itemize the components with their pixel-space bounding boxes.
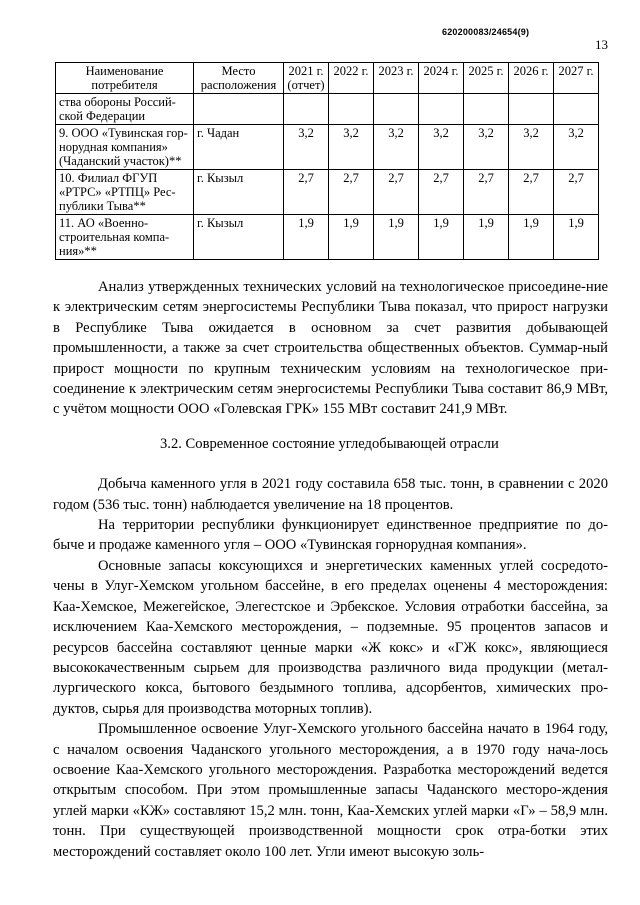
header-name: Наименование потребителя xyxy=(56,63,194,94)
table-row xyxy=(56,125,599,170)
value-cell: 1,9 xyxy=(554,215,599,260)
table-row xyxy=(56,94,599,125)
value-cell: 2,7 xyxy=(464,170,509,215)
table-row xyxy=(56,215,599,260)
consumers-table xyxy=(55,62,599,260)
header-year: 2027 г. xyxy=(554,63,599,94)
document-id: 620200083/24654(9) xyxy=(442,27,530,37)
table-row xyxy=(56,170,599,215)
header-year: 2022 г. xyxy=(329,63,374,94)
value-cell: 3,2 xyxy=(284,125,329,170)
paragraph: Анализ утвержденных технических условий на технологическое присоедине-ние к электрическим сетям энергосистемы Республики Тыва показал, что прирост нагрузки в Республике Тыва ожидается в основном за счет развития добывающей промышленности, а также за счет строительства общественных объектов. Суммар-ный прирост мощности по крупным техническим условиям на технологическое при-соединение к электрическим сетям энергосистемы Республики Тыва составит 86,9 МВт, с учётом мощности ООО «Голевская ГРК» 155 МВт составит 241,9 МВт. xyxy=(53,279,608,418)
consumer-name-cell: 11. АО «Военно-строительная компа-ния»** xyxy=(56,215,194,260)
value-cell: 2,7 xyxy=(374,170,419,215)
header-year: 2026 г. xyxy=(509,63,554,94)
value-cell xyxy=(509,94,554,125)
value-cell: 1,9 xyxy=(284,215,329,260)
location-cell xyxy=(194,94,284,125)
value-cell: 1,9 xyxy=(419,215,464,260)
body-text xyxy=(53,277,608,862)
header-location: Место расположения xyxy=(194,63,284,94)
value-cell: 3,2 xyxy=(464,125,509,170)
consumer-name-cell: 9. ООО «Тувинская гор-норудная компания» (Чаданский участок)** xyxy=(56,125,194,170)
location-cell: г. Кызыл xyxy=(194,215,284,260)
paragraph: Добыча каменного угля в 2021 году составила 658 тыс. тонн, в сравнении с 2020 годом (536 тыс. тонн) наблюдается увеличение на 18 процентов. xyxy=(53,476,608,513)
page-number: 13 xyxy=(595,37,608,52)
header-year: 2021 г. (отчет) xyxy=(284,63,329,94)
value-cell xyxy=(464,94,509,125)
value-cell: 1,9 xyxy=(509,215,554,260)
value-cell: 1,9 xyxy=(464,215,509,260)
value-cell: 3,2 xyxy=(419,125,464,170)
value-cell: 2,7 xyxy=(419,170,464,215)
value-cell: 2,7 xyxy=(509,170,554,215)
value-cell: 2,7 xyxy=(329,170,374,215)
header-year: 2023 г. xyxy=(374,63,419,94)
value-cell xyxy=(329,94,374,125)
consumer-name-cell: ства обороны Россий-ской Федерации xyxy=(56,94,194,125)
paragraph: Основные запасы коксующихся и энергетических каменных углей сосредото-чены в Улуг-Хемском угольном бассейне, в его пределах оценены 4 месторождения: Каа-Хемское, Межегейское, Элегестское и Эрбекское. Условия отработки бассейна, за исключением Каа-Хемского месторождения, – подземные. 95 процентов запасов и ресурсов бассейна составляют ценные марки «Ж кокс» и «ГЖ кокс», являющиеся высококачественным сырьем для производства различного вида продукции (метал-лургического кокса, бытового бездымного топлива, адсорбентов, химических про-дуктов, сырья для производства моторных топлив). xyxy=(53,557,608,717)
value-cell xyxy=(284,94,329,125)
value-cell: 3,2 xyxy=(329,125,374,170)
value-cell: 2,7 xyxy=(554,170,599,215)
consumer-name-cell: 10. Филиал ФГУП «РТРС» «РТПЦ» Рес-публики Тыва** xyxy=(56,170,194,215)
value-cell: 1,9 xyxy=(374,215,419,260)
header-year: 2024 г. xyxy=(419,63,464,94)
value-cell xyxy=(419,94,464,125)
paragraph: На территории республики функционирует единственное предприятие по до-быче и продаже каменного угля – ООО «Тувинская горнорудная компания». xyxy=(53,517,608,554)
header-year: 2025 г. xyxy=(464,63,509,94)
value-cell: 2,7 xyxy=(284,170,329,215)
location-cell: г. Чадан xyxy=(194,125,284,170)
value-cell: 3,2 xyxy=(554,125,599,170)
value-cell: 3,2 xyxy=(374,125,419,170)
table-header-row xyxy=(56,63,599,94)
value-cell: 3,2 xyxy=(509,125,554,170)
paragraph: Промышленное освоение Улуг-Хемского угольного бассейна начато в 1964 году, с началом освоения Чаданского угольного месторождения, а в 1970 году нача-лось освоение Каа-Хемского угольного месторождения. Разработка месторождений ведется открытым способом. При этом промышленные запасы Чаданского месторо-ждения углей марки «КЖ» составляют 15,2 млн. тонн, Каа-Хемских углей марки «Г» – 58,9 млн. тонн. При существующей производственной мощности срок отра-ботки этих месторождений составляет около 100 лет. Угли имеют высокую золь- xyxy=(53,721,608,860)
value-cell xyxy=(374,94,419,125)
section-title: 3.2. Современное состояние угледобывающей отрасли xyxy=(160,435,499,452)
value-cell: 1,9 xyxy=(329,215,374,260)
value-cell xyxy=(554,94,599,125)
location-cell: г. Кызыл xyxy=(194,170,284,215)
